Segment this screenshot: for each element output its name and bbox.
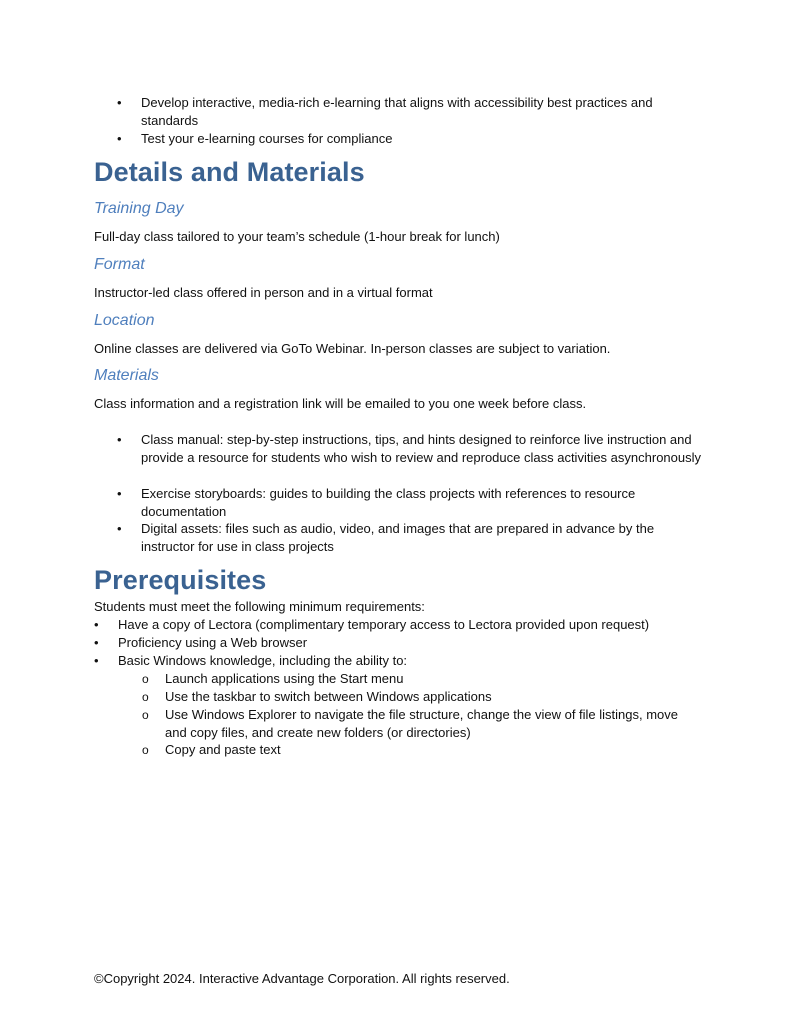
sub-list-item: Copy and paste text bbox=[165, 742, 281, 757]
subheading-format: Format bbox=[94, 256, 145, 273]
list-item: Proficiency using a Web browser bbox=[118, 635, 308, 650]
list-item: Have a copy of Lectora (complimentary temporary access to Lectora provided upon request) bbox=[118, 617, 650, 632]
sub-list-item: Launch applications using the Start menu bbox=[165, 671, 404, 686]
copyright-footer: ©Copyright 2024. Interactive Advantage Corporation. All rights reserved. bbox=[94, 971, 510, 986]
list-item: Test your e-learning courses for compliance bbox=[141, 131, 393, 146]
format-text: Instructor-led class offered in person and in a virtual format bbox=[94, 285, 433, 300]
prerequisites-intro: Students must meet the following minimum requirements: bbox=[94, 599, 425, 614]
sub-bullet-marker: o bbox=[142, 743, 149, 757]
bullet-marker: • bbox=[117, 521, 122, 536]
list-item: Exercise storyboards: guides to building the class projects with references to resource documentation bbox=[141, 486, 636, 519]
sub-list-item: Use Windows Explorer to navigate the file structure, change the view of file listings, move and copy files, and create new folders (or directories) bbox=[165, 707, 679, 740]
sub-bullet-marker: o bbox=[142, 690, 149, 704]
bullet-marker: • bbox=[117, 95, 122, 110]
bullet-marker: • bbox=[94, 653, 99, 668]
section-heading-details: Details and Materials bbox=[94, 157, 365, 187]
list-item: Develop interactive, media-rich e-learning that aligns with accessibility best practices and standards bbox=[141, 95, 653, 128]
materials-text: Class information and a registration link will be emailed to you one week before class. bbox=[94, 396, 587, 411]
training-day-text: Full-day class tailored to your team’s schedule (1-hour break for lunch) bbox=[94, 229, 500, 244]
sub-bullet-marker: o bbox=[142, 708, 149, 722]
location-text: Online classes are delivered via GoTo Webinar. In-person classes are subject to variation. bbox=[94, 341, 611, 356]
section-heading-prerequisites: Prerequisites bbox=[94, 565, 267, 595]
sub-bullet-marker: o bbox=[142, 672, 149, 686]
list-item: Digital assets: files such as audio, video, and images that are prepared in advance by the instructor for use in class projects bbox=[141, 521, 655, 554]
bullet-marker: • bbox=[117, 432, 122, 447]
subheading-location: Location bbox=[94, 312, 155, 329]
bullet-marker: • bbox=[117, 486, 122, 501]
bullet-marker: • bbox=[117, 131, 122, 146]
bullet-marker: • bbox=[94, 635, 99, 650]
subheading-materials: Materials bbox=[94, 367, 159, 384]
list-item: Basic Windows knowledge, including the ability to: bbox=[118, 653, 408, 668]
sub-list-item: Use the taskbar to switch between Windows applications bbox=[165, 689, 492, 704]
bullet-marker: • bbox=[94, 617, 99, 632]
subheading-training-day: Training Day bbox=[94, 200, 184, 217]
list-item: Class manual: step-by-step instructions, tips, and hints designed to reinforce live instruction and provide a resource for students who wish to review and reproduce class activities asynchronously bbox=[141, 432, 701, 465]
